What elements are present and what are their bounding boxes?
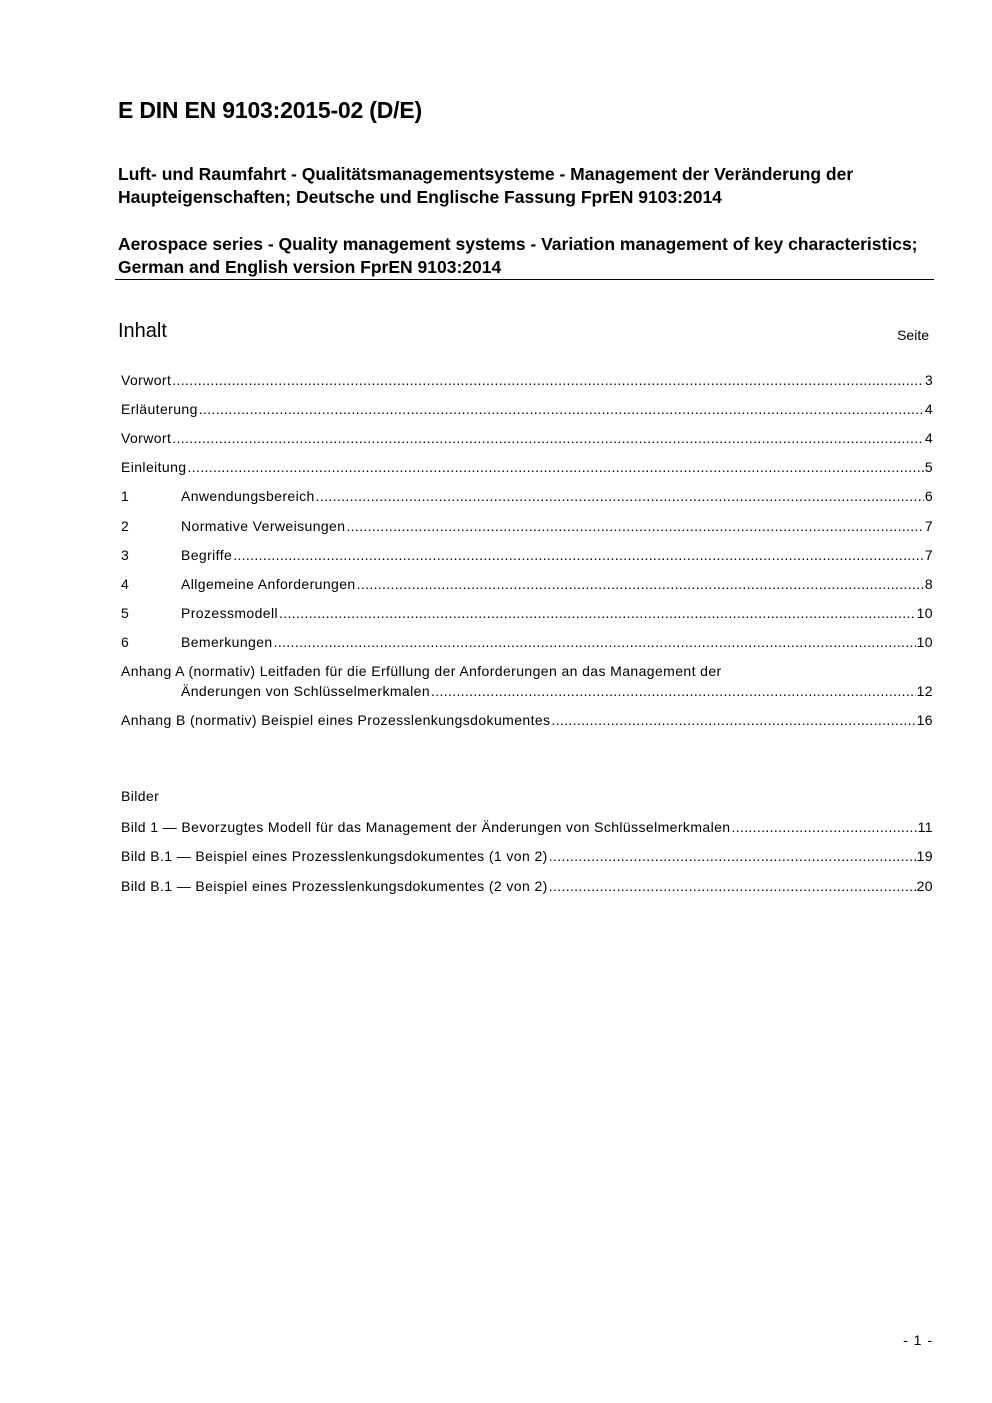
toc-entry[interactable] — [121, 428, 933, 448]
toc-entry[interactable] — [121, 603, 933, 623]
toc-entry-text-line1: Anhang A (normativ) Leitfaden für die Erfüllung der Anforderungen an das Management der — [121, 663, 722, 679]
figure-entry-text: Bild B.1 — Beispiel eines Prozesslenkungsdokumentes (1 von 2) — [121, 848, 548, 864]
toc-leader-dots — [199, 399, 924, 419]
figure-entry-page: 19 — [916, 848, 933, 864]
toc-leader-dots — [551, 710, 915, 730]
toc-leader-dots — [172, 370, 924, 390]
toc-entry-number: 5 — [121, 605, 130, 621]
toc-entry-page: 4 — [924, 401, 933, 417]
toc-entry-text: Einleitung — [121, 459, 187, 475]
toc-leader-dots — [172, 428, 924, 448]
toc-entry-page: 10 — [916, 605, 933, 621]
toc-entry-annex-a[interactable] — [121, 661, 933, 701]
toc-entry-page: 3 — [924, 372, 933, 388]
toc-entry-page: 6 — [924, 488, 933, 504]
toc-entry-annex-b[interactable] — [121, 710, 933, 730]
toc-leader-dots — [549, 846, 916, 866]
toc-leader-dots — [279, 603, 916, 623]
figure-entry-text: Bild 1 — Bevorzugtes Modell für das Management der Änderungen von Schlüsselmerkmalen — [121, 819, 731, 835]
toc-leader-dots — [549, 876, 916, 896]
toc-heading: Inhalt — [118, 320, 167, 342]
toc-entry-number: 4 — [121, 576, 130, 592]
toc-entry-number: 1 — [121, 488, 130, 504]
figure-entry[interactable] — [121, 817, 933, 837]
toc-leader-dots — [233, 545, 924, 565]
toc-entry-text: Allgemeine Anforderungen — [181, 576, 356, 592]
toc-entry-text-line2: Änderungen von Schlüsselmerkmalen — [181, 683, 430, 699]
toc-leader-dots — [188, 457, 924, 477]
toc-entry[interactable] — [121, 457, 933, 477]
toc-entry-page: 16 — [916, 712, 933, 728]
toc-entry-page: 7 — [924, 518, 933, 534]
figure-entry-page: 20 — [916, 878, 933, 894]
toc-entry-page: 12 — [916, 683, 933, 699]
toc-entry[interactable] — [121, 370, 933, 390]
toc-leader-dots — [731, 817, 916, 837]
toc-entry-number: 6 — [121, 634, 130, 650]
document-title: E DIN EN 9103:2015-02 (D/E) — [118, 97, 422, 123]
toc-leader-dots — [316, 486, 924, 506]
toc-entry-number: 3 — [121, 547, 130, 563]
toc-entry-page: 4 — [924, 430, 933, 446]
figure-entry[interactable] — [121, 876, 933, 896]
figures-heading: Bilder — [121, 788, 160, 804]
toc-entry[interactable] — [121, 545, 933, 565]
toc-leader-dots — [274, 632, 916, 652]
toc-entry-page: 10 — [916, 634, 933, 650]
toc-entry[interactable] — [121, 516, 933, 536]
subtitle-english: Aerospace series - Quality management systems - Variation management of key characteristics; German and English version FprEN 9103:2014 — [118, 234, 918, 277]
page-number: - 1 - — [903, 1332, 933, 1348]
toc-entry-text: Anhang B (normativ) Beispiel eines Prozesslenkungsdokumentes — [121, 712, 551, 728]
toc-leader-dots — [346, 516, 923, 536]
toc-leader-dots — [431, 681, 916, 701]
toc-entry-page: 7 — [924, 547, 933, 563]
toc-entry-page: 8 — [924, 576, 933, 592]
toc-entry-text: Normative Verweisungen — [181, 518, 346, 534]
toc-page-column-label: Seite — [897, 327, 929, 343]
toc-entry-number: 2 — [121, 518, 130, 534]
toc-entry[interactable] — [121, 574, 933, 594]
toc-entry-page: 5 — [924, 459, 933, 475]
figure-entry-page: 11 — [917, 819, 933, 835]
figure-entry-text: Bild B.1 — Beispiel eines Prozesslenkungsdokumentes (2 von 2) — [121, 878, 548, 894]
subtitle-german: Luft- und Raumfahrt - Qualitätsmanagementsysteme - Management der Veränderung der Haupteigenschaften; Deutsche und Englische Fassung FprEN 9103:2014 — [118, 164, 854, 207]
toc-entry-text: Anwendungsbereich — [181, 488, 315, 504]
toc-entry[interactable] — [121, 632, 933, 652]
toc-leader-dots — [357, 574, 924, 594]
toc-entry-text: Erläuterung — [121, 401, 198, 417]
toc-entry-text: Begriffe — [181, 547, 233, 563]
toc-entry[interactable] — [121, 486, 933, 506]
toc-entry[interactable] — [121, 399, 933, 419]
toc-entry-text: Prozessmodell — [181, 605, 279, 621]
title-divider — [115, 279, 934, 280]
toc-entry-text: Vorwort — [121, 372, 172, 388]
toc-entry-text: Vorwort — [121, 430, 172, 446]
toc-entry-text: Bemerkungen — [181, 634, 273, 650]
figure-entry[interactable] — [121, 846, 933, 866]
